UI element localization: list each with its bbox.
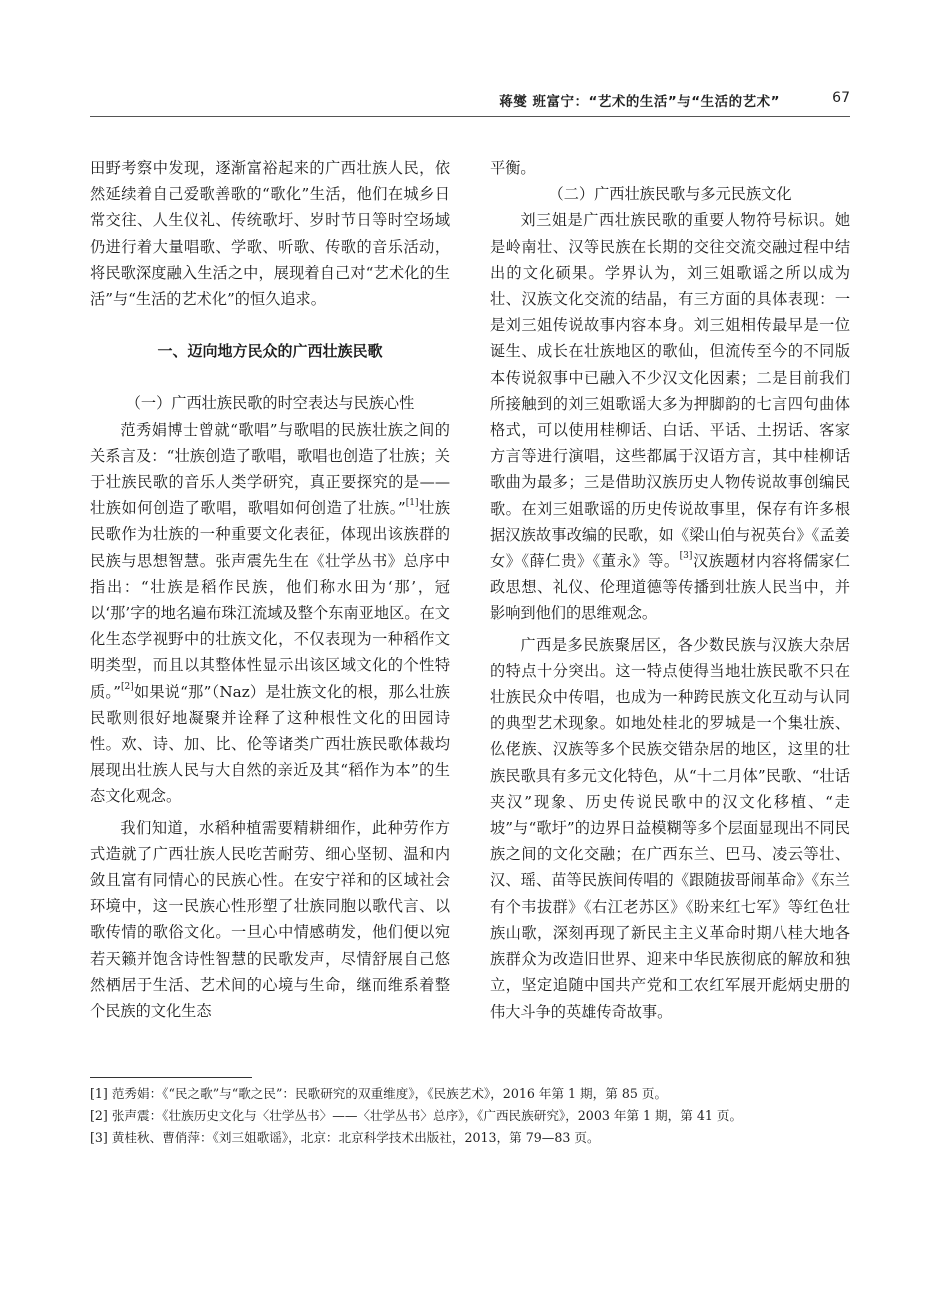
paragraph-3-part-a: 刘三姐是广西壮族民歌的重要人物符号标识。她是岭南壮、汉等民族在长期的交往交流交融过程中结出的文化硕果。学界认为，刘三姐歌谣之所以成为壮、汉族文化交流的结晶，有三方面的具体表现：一是刘三姐传说故事内容本身。刘三姐相传最早是一位诞生、成长在壮族地区的歌仙，但流传至今的不同版本传说叙事中已融入不少汉文化因素；二是目前我们所接触到的刘三姐歌谣大多为押脚韵的七言四句曲体格式，可以使用桂柳话、白话、平话、土拐话、客家方言等进行演唱，这些都属于汉语方言，其中桂柳话歌曲为最多；三是借助汉族历史人物传说故事创编民歌。在刘三姐歌谣的历史传说故事里，保存有许多根据汉族故事改编的民歌，如《梁山伯与祝英台》《孟姜女》《薛仁贵》《董永》等。: [490, 211, 850, 571]
paragraph-1: [90, 417, 450, 810]
footnote-divider: [90, 1077, 252, 1078]
page-number: 67: [832, 90, 850, 106]
paragraph-continued: 田野考察中发现，逐渐富裕起来的广西壮族人民，依然延续着自己爱歌善歌的“歌化”生活，他们在城乡日常交往、人生仪礼、传统歌圩、岁时节日等时空场域仍进行着大量唱歌、学歌、听歌、传歌的音乐活动，将民歌深度融入生活之中，展现着自己对“艺术化的生活”与“生活的艺术化”的恒久追求。: [90, 159, 450, 309]
paragraph-continued-right: 平衡。: [490, 159, 536, 177]
subsection-title-1: （一）广西壮族民歌的时空表达与民族心性: [125, 394, 415, 413]
paragraph-1-part-b: 壮族民歌作为壮族的一种重要文化表征，体现出该族群的民族与思想智慧。张声震先生在《壮学丛书》总序中指出：“壮族是稻作民族，他们称水田为‘那’，冠以‘那’字的地名遍布珠江流域及整个东南亚地区。在文化生态学视野中的壮族文化，不仅表现为一种稻作文明类型，而且以其整体性显示出该区域文化的个性特质。”: [90, 499, 451, 701]
citation-ref-3[interactable]: [3]: [679, 551, 693, 562]
paragraph-1-part-c: 如果说“那”（Naz）是壮族文化的根，那么壮族民歌则很好地凝聚并诠释了这种根性文化的田园诗性。欢、诗、加、比、伦等诸类广西壮族民歌体裁均展现出壮族人民与大自然的亲近及其“稻作为本”的生态文化观念。: [90, 682, 450, 806]
footnote-2: [2] 张声震：《壮族历史文化与〈壮学丛书〉——〈壮学丛书〉总序》，《广西民族研究》，2003 年第 1 期，第 41 页。: [90, 1108, 743, 1123]
paragraph-2: 我们知道，水稻种植需要精耕细作，此种劳作方式造就了广西壮族人民吃苦耐劳、细心坚韧、温和内敛且富有同情心的民族心性。在安宁祥和的区域社会环境中，这一民族心性形塑了壮族同胞以歌代言、以歌传情的歌俗文化。一旦心中情感萌发，他们便以宛若天籁并饱含诗性智慧的民歌发声，尽情舒展自己悠然栖居于生活、艺术间的心境与生命，继而维系着整个民族的文化生态: [90, 818, 450, 1021]
running-header: [90, 86, 850, 117]
left-column: [90, 155, 450, 1024]
paragraph-1-part-a: 范秀娟博士曾就“歌唱”与歌唱的民族壮族之间的关系言及：“壮族创造了歌唱，歌唱也创造了壮族；关于壮族民歌的音乐人类学研究，真正要探究的是——壮族如何创造了歌唱，歌唱如何创造了壮族。”: [90, 420, 450, 518]
paragraph-4: 广西是多民族聚居区，各少数民族与汉族大杂居的特点十分突出。这一特点使得当地壮族民歌不只在壮族民众中传唱，也成为一种跨民族文化互动与认同的典型艺术现象。如地处桂北的罗城是一个集壮族、仫佬族、汉族等多个民族交错杂居的地区，这里的壮族民歌具有多元文化特色，从“十二月体”民歌、“壮话夹汉”现象、历史传说民歌中的汉文化移植、“走坡”与“歌圩”的边界日益模糊等多个层面显现出不同民族之间的文化交融；在广西东兰、巴马、凌云等壮、汉、瑶、苗等民族间传唱的《跟随拔哥闹革命》《东兰有个韦拔群》《右江老苏区》《盼来红七军》等红色壮族山歌，深刻再现了新民主主义革命时期八桂大地各族群众为改造旧世界、迎来中华民族彻底的解放和独立，坚定追随中国共产党和工农红军展开彪炳史册的伟大斗争的英雄传奇故事。: [490, 635, 850, 1021]
paragraph-3-part-b: 汉族题材内容将儒家仁政思想、礼仪、伦理道德等传播到壮族人民当中，并影响到他们的思维观念。: [490, 552, 850, 623]
subsection-title-2: （二）广西壮族民歌与多元民族文化: [548, 185, 792, 204]
paragraph-3: [490, 207, 850, 626]
running-title: 蒋燮 班富宁：“艺术的生活”与“生活的艺术”: [499, 94, 780, 110]
right-column: [490, 155, 850, 1025]
citation-ref-2[interactable]: [2]: [120, 681, 134, 692]
footnote-3: [3] 黄桂秋、曹俏萍：《刘三姐歌谣》，北京：北京科学技术出版社，2013，第 79—83 页。: [90, 1130, 600, 1145]
footnotes: [90, 1083, 852, 1149]
citation-ref-1[interactable]: [1]: [405, 498, 419, 509]
section-title: 一、迈向地方民众的广西壮族民歌: [157, 342, 383, 361]
footnote-1: [1] 范秀娟：《“民之歌”与“歌之民”：民歌研究的双重维度》，《民族艺术》，2016 年第 1 期，第 85 页。: [90, 1086, 668, 1101]
